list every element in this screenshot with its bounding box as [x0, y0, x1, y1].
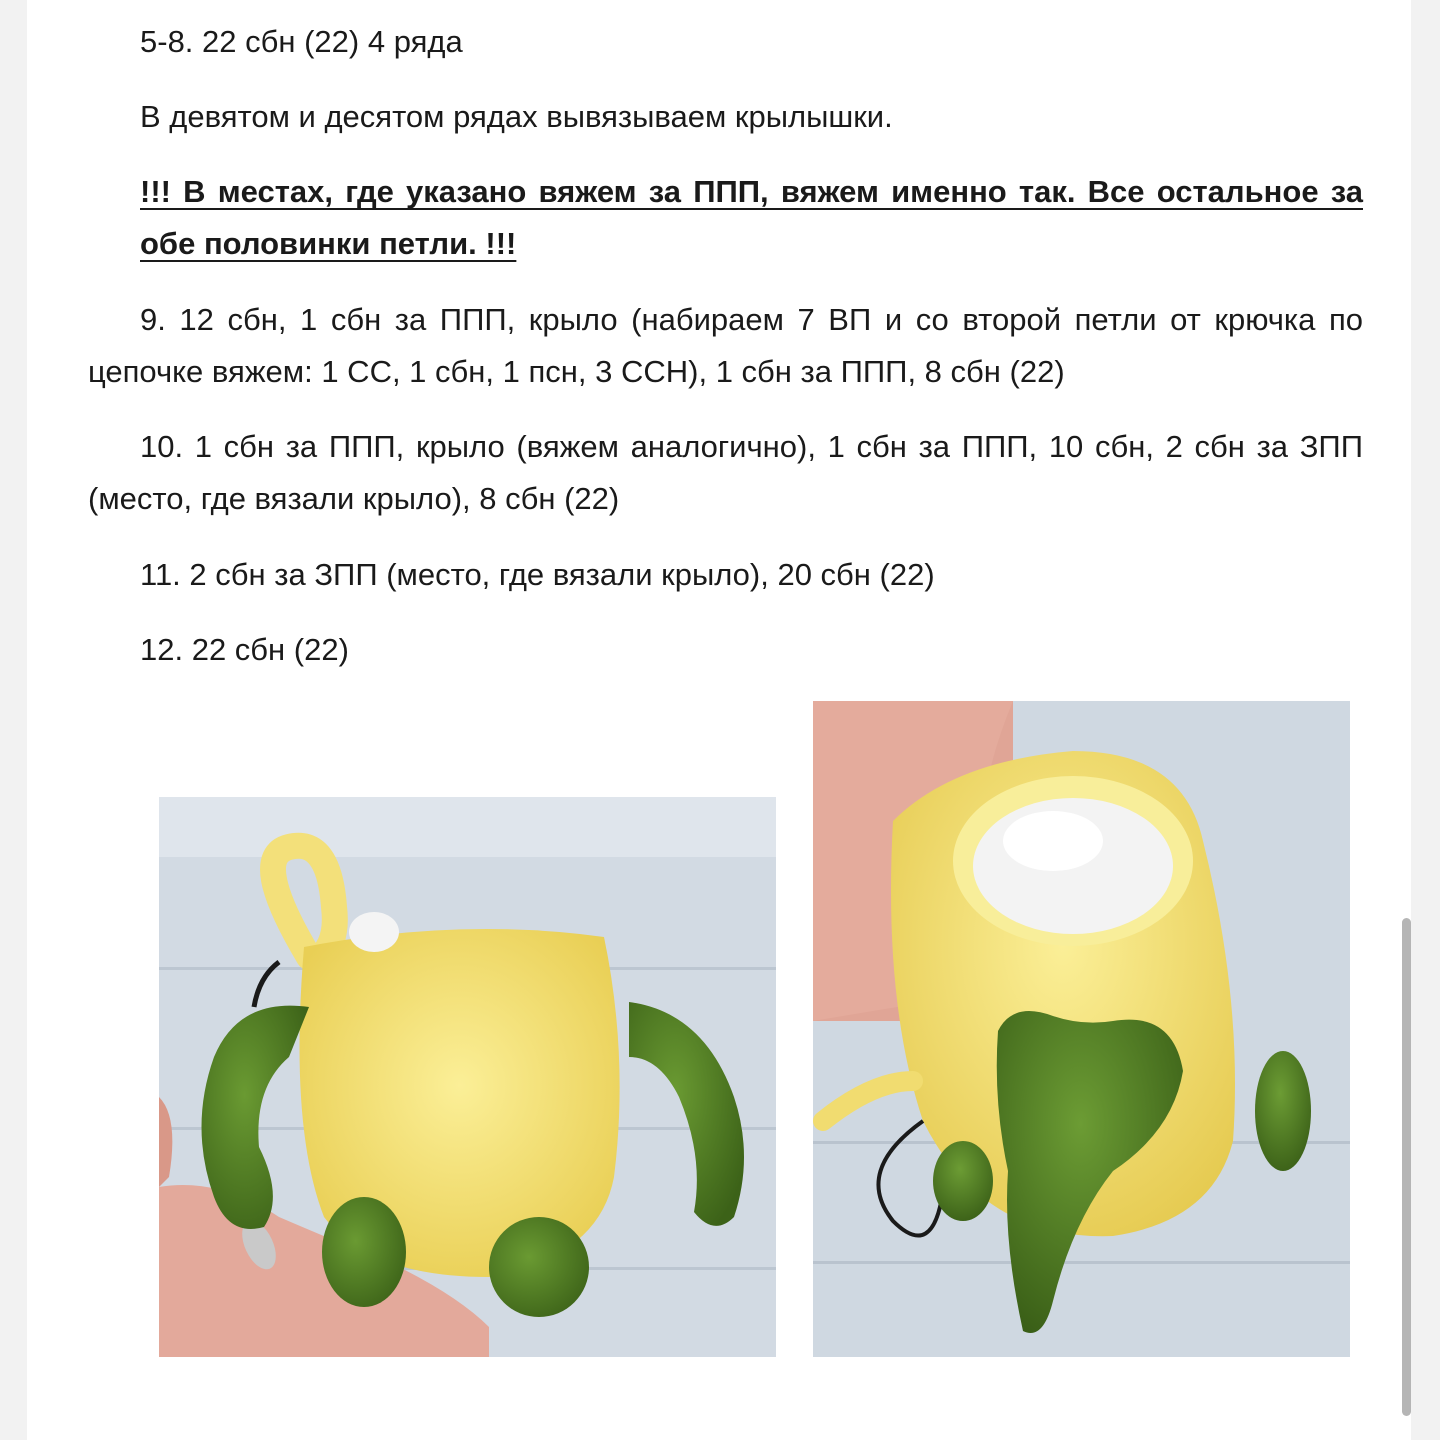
scrollbar-track[interactable]: [1411, 0, 1440, 1440]
row-10-text: [88, 421, 1363, 525]
row-9-line: 9. 12 сбн, 1 сбн за ППП, крыло (набираем 7 ВП и со второй петли от крючка по цепочке вяжем: 1 СС, 1 сбн, 1 псн, 3 ССН), 1 сбн за ППП, 8 сбн (22): [88, 302, 1363, 389]
scrollbar-thumb[interactable]: [1402, 918, 1411, 1416]
note-line: !!! В местах, где указано вяжем за ППП, вяжем именно так. Все остальное за обе половинки петли. !!!: [140, 174, 1363, 261]
row-11-line: 11. 2 сбн за ЗПП (место, где вязали крыло), 20 сбн (22): [140, 557, 935, 592]
row-5-8-line: 5-8. 22 сбн (22) 4 ряда: [140, 24, 463, 59]
wings-intro-line: В девятом и десятом рядах вывязываем крылышки.: [140, 99, 893, 134]
note-text: [140, 166, 1363, 270]
row-12-text: [88, 624, 1363, 676]
row-10-line: 10. 1 сбн за ППП, крыло (вяжем аналогично), 1 сбн за ППП, 10 сбн, 2 сбн за ЗПП (место, где вязали крыло), 8 сбн (22): [88, 429, 1363, 516]
row-11-text: [88, 549, 1363, 601]
photo-front-view: [159, 797, 776, 1357]
wings-intro-text: [88, 91, 1363, 143]
row-12-line: 12. 22 сбн (22): [140, 632, 349, 667]
photo-side-view: [813, 701, 1350, 1357]
row-5-8-text: [88, 16, 1363, 68]
row-9-text: [88, 294, 1363, 398]
